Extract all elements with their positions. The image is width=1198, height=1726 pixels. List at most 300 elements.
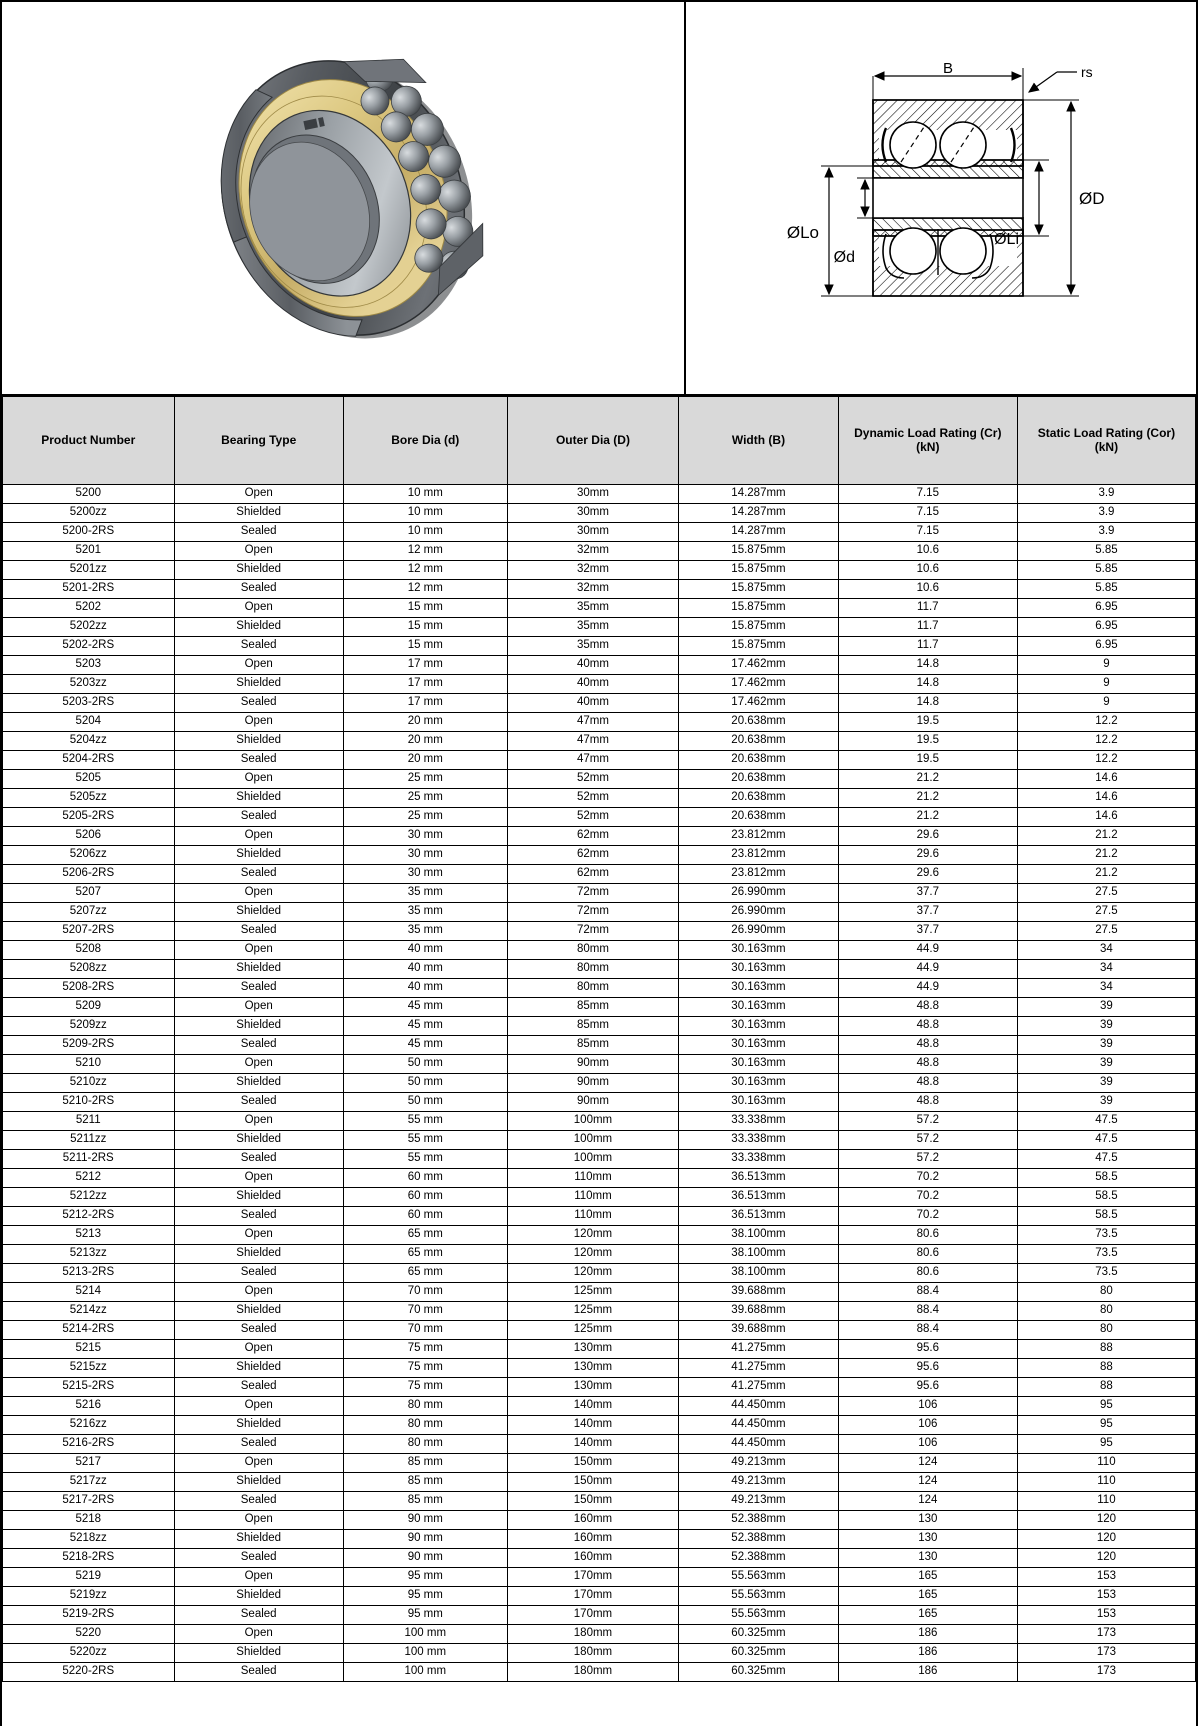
cell-outer-dia: 72mm (507, 884, 679, 903)
cell-static-load: 110 (1017, 1492, 1195, 1511)
table-row (3, 1663, 1196, 1682)
cell-static-load: 3.9 (1017, 485, 1195, 504)
cell-outer-dia: 150mm (507, 1492, 679, 1511)
cell-outer-dia: 125mm (507, 1321, 679, 1340)
table-row (3, 637, 1196, 656)
cell-dynamic-load: 80.6 (838, 1245, 1017, 1264)
cell-bearing-type: Sealed (174, 1207, 343, 1226)
cell-product-number: 5211-2RS (3, 1150, 175, 1169)
cell-bearing-type: Sealed (174, 1264, 343, 1283)
cell-dynamic-load: 29.6 (838, 846, 1017, 865)
cell-dynamic-load: 37.7 (838, 922, 1017, 941)
cell-bore-dia: 35 mm (343, 884, 507, 903)
cell-width: 39.688mm (679, 1321, 839, 1340)
bearing-photo (193, 33, 493, 363)
table-row (3, 1606, 1196, 1625)
table-row (3, 1530, 1196, 1549)
cell-static-load: 27.5 (1017, 922, 1195, 941)
cell-outer-dia: 150mm (507, 1473, 679, 1492)
cell-static-load: 173 (1017, 1644, 1195, 1663)
table-row (3, 941, 1196, 960)
cell-outer-dia: 140mm (507, 1397, 679, 1416)
table-row (3, 523, 1196, 542)
cell-outer-dia: 40mm (507, 656, 679, 675)
cell-width: 20.638mm (679, 713, 839, 732)
cell-outer-dia: 32mm (507, 580, 679, 599)
cell-dynamic-load: 57.2 (838, 1112, 1017, 1131)
cell-width: 15.875mm (679, 618, 839, 637)
cell-bore-dia: 90 mm (343, 1530, 507, 1549)
cell-static-load: 80 (1017, 1321, 1195, 1340)
table-row (3, 1226, 1196, 1245)
column-header-bearing-type (174, 397, 343, 485)
table-row (3, 542, 1196, 561)
table-row (3, 960, 1196, 979)
cell-dynamic-load: 48.8 (838, 998, 1017, 1017)
table-row (3, 1473, 1196, 1492)
header-label-line: Bore Dia (d) (391, 432, 460, 447)
cell-bore-dia: 10 mm (343, 523, 507, 542)
cell-width: 52.388mm (679, 1511, 839, 1530)
cell-bearing-type: Open (174, 1055, 343, 1074)
cell-dynamic-load: 165 (838, 1587, 1017, 1606)
cell-width: 44.450mm (679, 1397, 839, 1416)
cell-bore-dia: 15 mm (343, 637, 507, 656)
table-row (3, 827, 1196, 846)
cell-bore-dia: 35 mm (343, 903, 507, 922)
table-row (3, 865, 1196, 884)
cell-static-load: 12.2 (1017, 751, 1195, 770)
cell-width: 38.100mm (679, 1264, 839, 1283)
cell-outer-dia: 110mm (507, 1169, 679, 1188)
cell-static-load: 173 (1017, 1663, 1195, 1682)
cell-outer-dia: 100mm (507, 1131, 679, 1150)
table-row (3, 808, 1196, 827)
cell-product-number: 5220-2RS (3, 1663, 175, 1682)
cell-bearing-type: Open (174, 656, 343, 675)
cell-outer-dia: 125mm (507, 1302, 679, 1321)
cell-product-number: 5202zz (3, 618, 175, 637)
table-header (3, 397, 1196, 485)
cell-width: 60.325mm (679, 1663, 839, 1682)
cell-width: 17.462mm (679, 694, 839, 713)
cell-bore-dia: 17 mm (343, 675, 507, 694)
cell-dynamic-load: 88.4 (838, 1302, 1017, 1321)
cell-bearing-type: Open (174, 1511, 343, 1530)
cell-width: 26.990mm (679, 922, 839, 941)
table-body (3, 485, 1196, 1682)
cell-outer-dia: 130mm (507, 1340, 679, 1359)
table-row (3, 1264, 1196, 1283)
cell-dynamic-load: 165 (838, 1606, 1017, 1625)
cell-dynamic-load: 48.8 (838, 1017, 1017, 1036)
cell-product-number: 5217-2RS (3, 1492, 175, 1511)
table-row (3, 751, 1196, 770)
cell-outer-dia: 72mm (507, 903, 679, 922)
cell-dynamic-load: 70.2 (838, 1188, 1017, 1207)
cell-outer-dia: 80mm (507, 960, 679, 979)
cell-product-number: 5203 (3, 656, 175, 675)
cell-product-number: 5204-2RS (3, 751, 175, 770)
cell-static-load: 9 (1017, 675, 1195, 694)
cell-bearing-type: Open (174, 770, 343, 789)
cell-dynamic-load: 80.6 (838, 1226, 1017, 1245)
cell-static-load: 39 (1017, 1093, 1195, 1112)
cell-outer-dia: 85mm (507, 1017, 679, 1036)
cell-product-number: 5214 (3, 1283, 175, 1302)
cell-width: 36.513mm (679, 1207, 839, 1226)
cell-static-load: 73.5 (1017, 1264, 1195, 1283)
cell-dynamic-load: 44.9 (838, 941, 1017, 960)
cell-width: 33.338mm (679, 1131, 839, 1150)
cell-static-load: 27.5 (1017, 903, 1195, 922)
cell-outer-dia: 35mm (507, 618, 679, 637)
cell-width: 41.275mm (679, 1359, 839, 1378)
cell-width: 30.163mm (679, 1093, 839, 1112)
cell-static-load: 80 (1017, 1283, 1195, 1302)
cell-width: 39.688mm (679, 1302, 839, 1321)
cell-static-load: 6.95 (1017, 618, 1195, 637)
cell-product-number: 5212 (3, 1169, 175, 1188)
cell-bore-dia: 50 mm (343, 1074, 507, 1093)
cell-static-load: 3.9 (1017, 523, 1195, 542)
cell-width: 14.287mm (679, 504, 839, 523)
cell-bore-dia: 60 mm (343, 1169, 507, 1188)
cell-bearing-type: Open (174, 998, 343, 1017)
cell-product-number: 5201zz (3, 561, 175, 580)
table-row (3, 922, 1196, 941)
cell-bearing-type: Open (174, 1454, 343, 1473)
cell-dynamic-load: 7.15 (838, 523, 1017, 542)
cell-width: 26.990mm (679, 903, 839, 922)
cell-dynamic-load: 29.6 (838, 827, 1017, 846)
column-header-outer-dia (507, 397, 679, 485)
cell-static-load: 95 (1017, 1435, 1195, 1454)
cell-bearing-type: Open (174, 1226, 343, 1245)
cell-outer-dia: 180mm (507, 1625, 679, 1644)
column-header-static-load-rating (1017, 397, 1195, 485)
cell-bore-dia: 80 mm (343, 1416, 507, 1435)
cell-static-load: 5.85 (1017, 580, 1195, 599)
cell-outer-dia: 90mm (507, 1055, 679, 1074)
cell-dynamic-load: 88.4 (838, 1321, 1017, 1340)
cell-bore-dia: 25 mm (343, 808, 507, 827)
cell-width: 30.163mm (679, 1074, 839, 1093)
cell-outer-dia: 47mm (507, 713, 679, 732)
cell-width: 49.213mm (679, 1473, 839, 1492)
cell-width: 52.388mm (679, 1530, 839, 1549)
cell-static-load: 39 (1017, 1055, 1195, 1074)
cell-dynamic-load: 19.5 (838, 732, 1017, 751)
header-label-line: Outer Dia (D) (555, 432, 630, 447)
cell-static-load: 6.95 (1017, 599, 1195, 618)
column-header-bore-dia (343, 397, 507, 485)
table-row (3, 656, 1196, 675)
cell-width: 15.875mm (679, 542, 839, 561)
cell-outer-dia: 160mm (507, 1511, 679, 1530)
cell-bearing-type: Open (174, 941, 343, 960)
table-row (3, 1416, 1196, 1435)
cell-bearing-type: Open (174, 1625, 343, 1644)
cell-bearing-type: Shielded (174, 1530, 343, 1549)
cell-bore-dia: 85 mm (343, 1454, 507, 1473)
cell-width: 15.875mm (679, 599, 839, 618)
cell-bore-dia: 25 mm (343, 770, 507, 789)
cell-dynamic-load: 14.8 (838, 675, 1017, 694)
cell-product-number: 5208zz (3, 960, 175, 979)
cell-dynamic-load: 130 (838, 1549, 1017, 1568)
cell-static-load: 73.5 (1017, 1245, 1195, 1264)
cell-bearing-type: Shielded (174, 1644, 343, 1663)
cell-bore-dia: 10 mm (343, 504, 507, 523)
bearing-drawing-svg (761, 48, 1121, 348)
cell-product-number: 5212zz (3, 1188, 175, 1207)
cell-width: 26.990mm (679, 884, 839, 903)
cell-width: 30.163mm (679, 998, 839, 1017)
cell-bore-dia: 40 mm (343, 960, 507, 979)
cell-dynamic-load: 21.2 (838, 770, 1017, 789)
cell-width: 55.563mm (679, 1587, 839, 1606)
cell-bore-dia: 85 mm (343, 1473, 507, 1492)
cell-bearing-type: Shielded (174, 1017, 343, 1036)
table-row (3, 1302, 1196, 1321)
cell-product-number: 5218 (3, 1511, 175, 1530)
cell-outer-dia: 80mm (507, 941, 679, 960)
cell-outer-dia: 125mm (507, 1283, 679, 1302)
cell-bore-dia: 80 mm (343, 1435, 507, 1454)
table-row (3, 561, 1196, 580)
table-row (3, 1397, 1196, 1416)
cell-bearing-type: Open (174, 713, 343, 732)
cell-outer-dia: 30mm (507, 523, 679, 542)
cell-product-number: 5215zz (3, 1359, 175, 1378)
cell-static-load: 88 (1017, 1378, 1195, 1397)
cell-static-load: 58.5 (1017, 1207, 1195, 1226)
cell-bore-dia: 70 mm (343, 1283, 507, 1302)
cell-bearing-type: Shielded (174, 1302, 343, 1321)
cell-outer-dia: 170mm (507, 1606, 679, 1625)
cross-section-panel (686, 2, 1196, 394)
cell-bore-dia: 70 mm (343, 1302, 507, 1321)
cell-dynamic-load: 48.8 (838, 1093, 1017, 1112)
cell-outer-dia: 130mm (507, 1359, 679, 1378)
cell-width: 41.275mm (679, 1378, 839, 1397)
cell-product-number: 5217 (3, 1454, 175, 1473)
cell-bore-dia: 75 mm (343, 1359, 507, 1378)
cell-static-load: 39 (1017, 998, 1195, 1017)
cell-bore-dia: 15 mm (343, 618, 507, 637)
cell-static-load: 80 (1017, 1302, 1195, 1321)
table-row (3, 1644, 1196, 1663)
cell-static-load: 110 (1017, 1454, 1195, 1473)
cell-outer-dia: 52mm (507, 770, 679, 789)
table-row (3, 770, 1196, 789)
cell-dynamic-load: 88.4 (838, 1283, 1017, 1302)
cell-bore-dia: 100 mm (343, 1644, 507, 1663)
cell-product-number: 5212-2RS (3, 1207, 175, 1226)
cell-dynamic-load: 186 (838, 1663, 1017, 1682)
cell-dynamic-load: 19.5 (838, 713, 1017, 732)
cell-static-load: 120 (1017, 1530, 1195, 1549)
cell-bearing-type: Open (174, 599, 343, 618)
table-row (3, 1321, 1196, 1340)
cell-bore-dia: 40 mm (343, 979, 507, 998)
cell-static-load: 47.5 (1017, 1112, 1195, 1131)
cell-bearing-type: Shielded (174, 732, 343, 751)
table-row (3, 1568, 1196, 1587)
header-label-line: (kN) (916, 439, 940, 454)
cell-width: 49.213mm (679, 1454, 839, 1473)
table-row (3, 713, 1196, 732)
bearing-drawing (761, 48, 1121, 348)
cell-bearing-type: Sealed (174, 637, 343, 656)
table-row (3, 979, 1196, 998)
cell-static-load: 88 (1017, 1359, 1195, 1378)
cell-bearing-type: Shielded (174, 504, 343, 523)
header-label-line: Product Number (41, 432, 136, 447)
cell-product-number: 5214-2RS (3, 1321, 175, 1340)
cell-outer-dia: 160mm (507, 1530, 679, 1549)
cell-static-load: 9 (1017, 656, 1195, 675)
cell-product-number: 5209 (3, 998, 175, 1017)
cell-product-number: 5218-2RS (3, 1549, 175, 1568)
cell-product-number: 5218zz (3, 1530, 175, 1549)
cell-bore-dia: 65 mm (343, 1264, 507, 1283)
cell-dynamic-load: 14.8 (838, 656, 1017, 675)
cell-product-number: 5208-2RS (3, 979, 175, 998)
cell-width: 20.638mm (679, 751, 839, 770)
cell-bore-dia: 12 mm (343, 580, 507, 599)
cell-bore-dia: 65 mm (343, 1226, 507, 1245)
cell-dynamic-load: 130 (838, 1511, 1017, 1530)
cell-static-load: 21.2 (1017, 846, 1195, 865)
table-row (3, 789, 1196, 808)
cell-static-load: 47.5 (1017, 1131, 1195, 1150)
cell-bearing-type: Shielded (174, 618, 343, 637)
cell-bore-dia: 45 mm (343, 1036, 507, 1055)
cell-width: 30.163mm (679, 1036, 839, 1055)
cell-dynamic-load: 19.5 (838, 751, 1017, 770)
cell-outer-dia: 72mm (507, 922, 679, 941)
cell-dynamic-load: 130 (838, 1530, 1017, 1549)
cell-bore-dia: 35 mm (343, 922, 507, 941)
table-row (3, 903, 1196, 922)
cell-dynamic-load: 11.7 (838, 599, 1017, 618)
cell-bore-dia: 12 mm (343, 561, 507, 580)
table-row (3, 1207, 1196, 1226)
dim-label-bore-dia: Ød (833, 249, 855, 266)
cell-product-number: 5202 (3, 599, 175, 618)
cell-outer-dia: 80mm (507, 979, 679, 998)
cell-outer-dia: 62mm (507, 846, 679, 865)
cell-static-load: 73.5 (1017, 1226, 1195, 1245)
cell-bearing-type: Open (174, 1397, 343, 1416)
cell-outer-dia: 62mm (507, 827, 679, 846)
cell-width: 15.875mm (679, 580, 839, 599)
cell-static-load: 95 (1017, 1397, 1195, 1416)
cell-static-load: 58.5 (1017, 1169, 1195, 1188)
cell-bore-dia: 95 mm (343, 1606, 507, 1625)
cell-dynamic-load: 37.7 (838, 884, 1017, 903)
cell-outer-dia: 32mm (507, 561, 679, 580)
cell-dynamic-load: 80.6 (838, 1264, 1017, 1283)
dim-label-inner-land-dia: ØLi (994, 231, 1019, 248)
cell-outer-dia: 62mm (507, 865, 679, 884)
cell-bearing-type: Open (174, 1112, 343, 1131)
cell-width: 30.163mm (679, 979, 839, 998)
cell-product-number: 5203zz (3, 675, 175, 694)
cell-outer-dia: 30mm (507, 504, 679, 523)
cell-product-number: 5205zz (3, 789, 175, 808)
table-row (3, 1017, 1196, 1036)
cell-width: 30.163mm (679, 960, 839, 979)
cell-bore-dia: 20 mm (343, 713, 507, 732)
cell-width: 55.563mm (679, 1606, 839, 1625)
dim-label-outer-land-dia: ØLo (786, 223, 819, 242)
cell-static-load: 58.5 (1017, 1188, 1195, 1207)
cell-bearing-type: Shielded (174, 1245, 343, 1264)
cell-bore-dia: 70 mm (343, 1321, 507, 1340)
cell-outer-dia: 100mm (507, 1150, 679, 1169)
cell-width: 20.638mm (679, 732, 839, 751)
cell-width: 33.338mm (679, 1112, 839, 1131)
cell-dynamic-load: 21.2 (838, 808, 1017, 827)
cell-dynamic-load: 95.6 (838, 1340, 1017, 1359)
cell-bore-dia: 17 mm (343, 656, 507, 675)
cell-outer-dia: 110mm (507, 1188, 679, 1207)
table-row (3, 1340, 1196, 1359)
cell-bearing-type: Shielded (174, 1416, 343, 1435)
cell-dynamic-load: 165 (838, 1568, 1017, 1587)
cell-product-number: 5219 (3, 1568, 175, 1587)
cell-bore-dia: 20 mm (343, 732, 507, 751)
cell-outer-dia: 85mm (507, 998, 679, 1017)
cell-dynamic-load: 106 (838, 1416, 1017, 1435)
cell-dynamic-load: 48.8 (838, 1055, 1017, 1074)
cell-dynamic-load: 57.2 (838, 1131, 1017, 1150)
cell-bearing-type: Sealed (174, 1435, 343, 1454)
table-row (3, 1359, 1196, 1378)
cell-bore-dia: 30 mm (343, 846, 507, 865)
cell-bore-dia: 30 mm (343, 865, 507, 884)
cell-product-number: 5202-2RS (3, 637, 175, 656)
cell-static-load: 34 (1017, 960, 1195, 979)
cell-product-number: 5200 (3, 485, 175, 504)
cell-bearing-type: Sealed (174, 580, 343, 599)
cell-static-load: 39 (1017, 1036, 1195, 1055)
cell-outer-dia: 120mm (507, 1226, 679, 1245)
cell-product-number: 5209-2RS (3, 1036, 175, 1055)
cell-static-load: 153 (1017, 1587, 1195, 1606)
cell-dynamic-load: 106 (838, 1435, 1017, 1454)
cell-width: 20.638mm (679, 770, 839, 789)
cell-bearing-type: Sealed (174, 1036, 343, 1055)
cell-width: 30.163mm (679, 1055, 839, 1074)
cell-bearing-type: Sealed (174, 865, 343, 884)
cell-outer-dia: 47mm (507, 751, 679, 770)
cell-bearing-type: Sealed (174, 1492, 343, 1511)
cell-outer-dia: 120mm (507, 1264, 679, 1283)
table-row (3, 504, 1196, 523)
cell-bearing-type: Open (174, 1283, 343, 1302)
cell-product-number: 5220zz (3, 1644, 175, 1663)
cell-width: 17.462mm (679, 675, 839, 694)
cell-product-number: 5205-2RS (3, 808, 175, 827)
cell-product-number: 5206 (3, 827, 175, 846)
cell-static-load: 120 (1017, 1549, 1195, 1568)
cell-product-number: 5208 (3, 941, 175, 960)
cell-bearing-type: Sealed (174, 808, 343, 827)
